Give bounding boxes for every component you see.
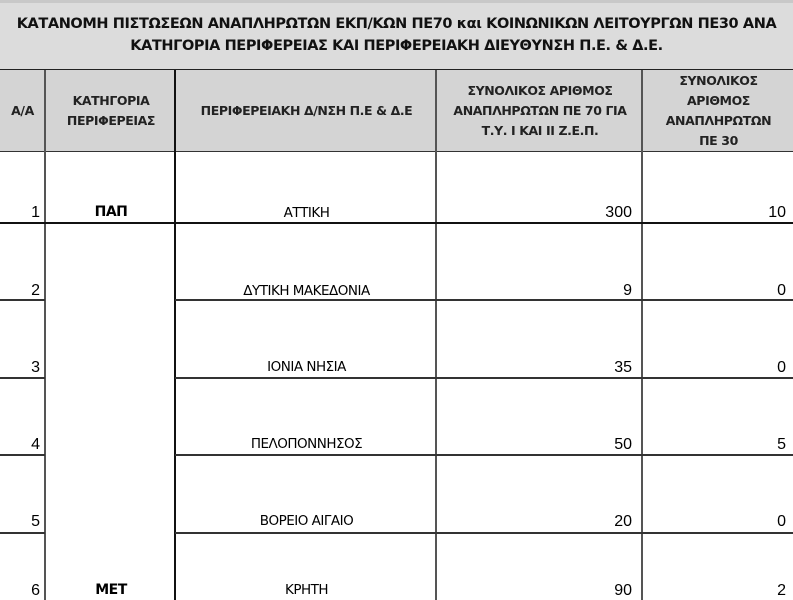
table-row [0, 153, 793, 223]
pe30-count-cell: 0 [777, 359, 786, 376]
row-number: 5 [31, 513, 40, 530]
header-pe70 [438, 70, 642, 152]
table-title-line-2: ΚΑΤΗΓΟΡΙΑ ΠΕΡΙΦΕΡΕΙΑΣ ΚΑΙ ΠΕΡΙΦΕΡΕΙΑΚΗ ΔΙΕΥΘΥΝΣΗ Π.Ε. & Δ.Ε. [130, 38, 663, 54]
region-cell: ΑΤΤΙΚΗ [283, 205, 330, 221]
table-row [0, 224, 793, 300]
pe70-count-cell: 50 [614, 436, 632, 453]
table-title-band [0, 0, 793, 70]
pe30-count-cell: 0 [777, 513, 786, 530]
header-pe30 [644, 70, 793, 152]
header-region: ΠΕΡΙΦΕΡΕΙΑΚΗ Δ/ΝΣΗ Π.Ε & Δ.Ε [200, 103, 413, 118]
row-number: 6 [31, 582, 40, 599]
pe30-count-cell: 2 [777, 582, 786, 599]
row-number: 1 [31, 204, 40, 221]
table-row [0, 379, 793, 455]
category-cell: ΜΕΤ [95, 582, 127, 598]
table-title [0, 13, 793, 57]
header-pe30-line-1: ΣΥΝΟΛΙΚΟΣ [679, 73, 758, 88]
header-category-line-1: ΚΑΤΗΓΟΡΙΑ [72, 93, 150, 108]
region-cell: ΚΡΗΤΗ [284, 582, 329, 598]
pe30-count-cell: 10 [768, 204, 786, 221]
region-cell: ΠΕΛΟΠΟΝΝΗΣΟΣ [250, 436, 363, 452]
pe70-count-cell: 9 [623, 282, 632, 299]
table-row [0, 534, 793, 600]
category-cell: ΠΑΠ [94, 204, 128, 220]
row-number: 4 [31, 436, 40, 453]
table-row [0, 456, 793, 533]
pe70-count-cell: 20 [614, 513, 632, 530]
header-pe70-line-1: ΣΥΝΟΛΙΚΟΣ ΑΡΙΘΜΟΣ [467, 83, 613, 98]
pe30-count-cell: 0 [777, 282, 786, 299]
header-pe30-line-4: ΠΕ 30 [699, 133, 738, 148]
region-cell: ΙΟΝΙΑ ΝΗΣΙΑ [267, 359, 346, 375]
header-pe30-line-2: ΑΡΙΘΜΟΣ [687, 93, 750, 108]
table-header-row [0, 70, 793, 152]
row-number: 3 [31, 359, 40, 376]
header-aa: Α/Α [11, 103, 34, 118]
pe30-count-cell: 5 [777, 436, 786, 453]
region-cell: ΔΥΤΙΚΗ ΜΑΚΕΔΟΝΙΑ [243, 283, 370, 299]
header-category-line-2: ΠΕΡΙΦΕΡΕΙΑΣ [66, 113, 156, 128]
header-pe30-line-3: ΑΝΑΠΛΗΡΩΤΩΝ [665, 113, 772, 128]
pe70-count-cell: 35 [614, 359, 632, 376]
header-pe70-line-2: ΑΝΑΠΛΗΡΩΤΩΝ ΠΕ 70 ΓΙΑ [453, 103, 627, 118]
region-cell: ΒΟΡΕΙΟ ΑΙΓΑΙΟ [259, 513, 354, 529]
table-title-line-1: ΚΑΤΑΝΟΜΗ ΠΙΣΤΩΣΕΩΝ ΑΝΑΠΛΗΡΩΤΩΝ ΕΚΠ/ΚΩΝ ΠΕ70 και ΚΟΙΝΩΝΙΚΩΝ ΛΕΙΤΟΥΡΓΩΝ ΠΕ30 ΑΝΑ [16, 16, 777, 32]
pe70-count-cell: 90 [614, 582, 632, 599]
header-pe70-line-3: Τ.Υ. Ι ΚΑΙ ΙΙ Ζ.Ε.Π. [481, 123, 599, 138]
table-row [0, 301, 793, 378]
row-number: 2 [31, 282, 40, 299]
pe70-count-cell: 300 [605, 204, 632, 221]
header-category [47, 70, 175, 152]
